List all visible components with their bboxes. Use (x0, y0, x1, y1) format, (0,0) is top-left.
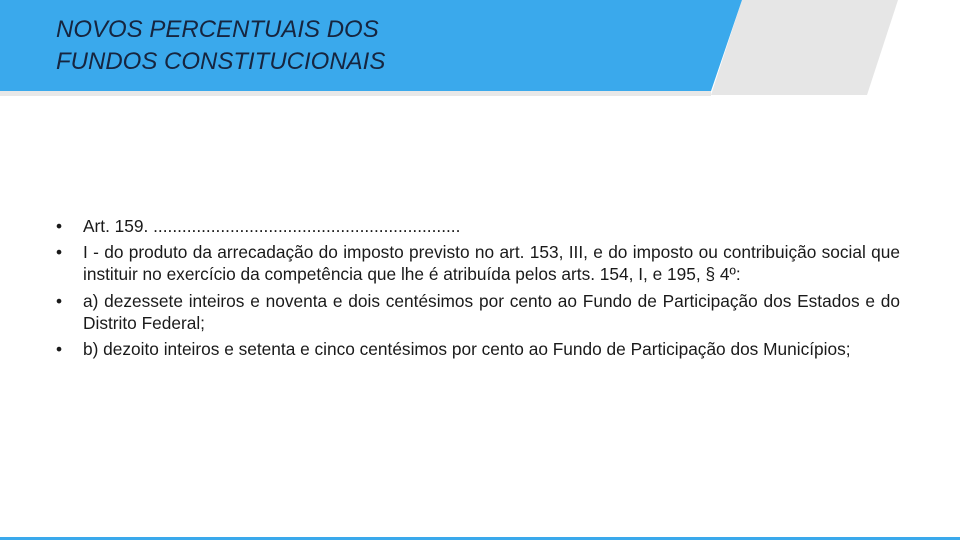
bullet-item (56, 290, 900, 334)
bullet-text: b) dezoito inteiros e setenta e cinco centésimos por cento ao Fundo de Participação dos Municípios; (83, 339, 851, 360)
bullet-glyph: • (56, 216, 63, 236)
bullet-glyph: • (56, 290, 63, 311)
bullet-list (56, 215, 900, 364)
header-gray-shape (711, 0, 898, 95)
bullet-text: a) dezessete inteiros e noventa e dois centésimos por cento ao Fundo de Participação dos Estados e do Distrito Federal; (83, 290, 900, 333)
bullet-glyph: • (56, 339, 63, 360)
bullet-text: Art. 159. ................................................................ (83, 216, 461, 236)
bullet-item (56, 241, 900, 285)
slide-title-line-2: FUNDOS CONSTITUCIONAIS (56, 48, 386, 75)
bullet-text: I - do produto da arrecadação do imposto previsto no art. 153, III, e do imposto ou contribuição social que instituir no exercício da competência que lhe é atribuída pelos arts. 154, I, e 195, § 4º: (83, 242, 900, 285)
slide-title-line-1: NOVOS PERCENTUAIS DOS (56, 16, 379, 43)
bullet-item (56, 215, 900, 237)
bullet-glyph: • (56, 242, 63, 263)
header-shadow-shape (0, 91, 711, 96)
slide-title (56, 14, 696, 78)
bullet-item (56, 338, 900, 360)
